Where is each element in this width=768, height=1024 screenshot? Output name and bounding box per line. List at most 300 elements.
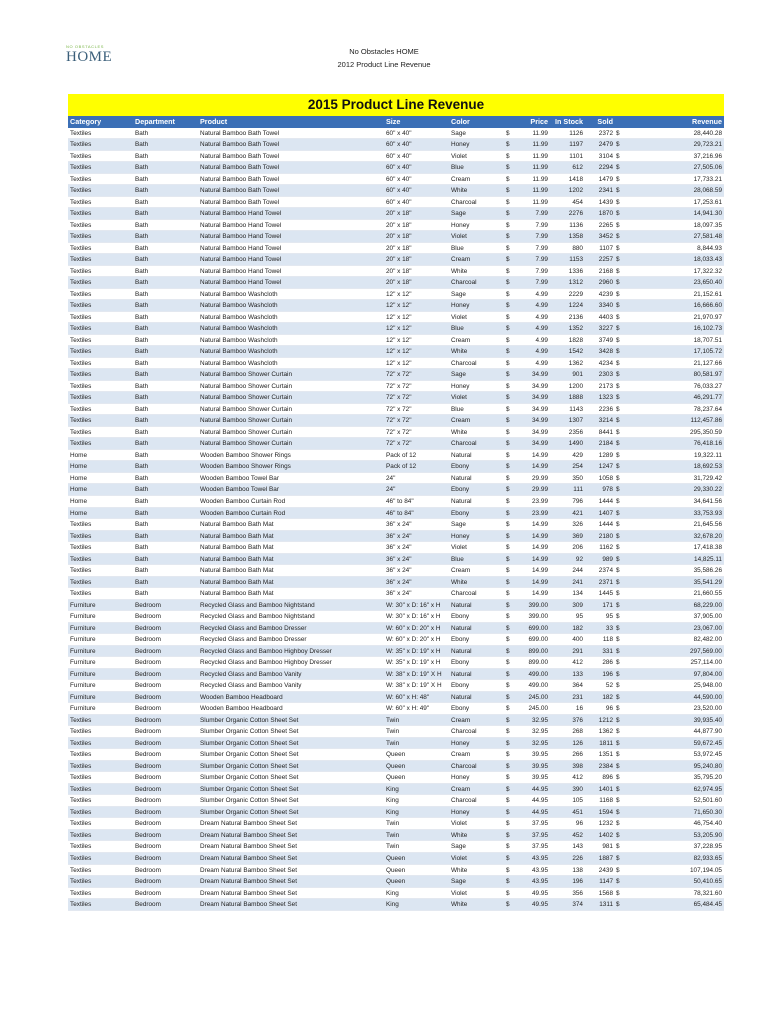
column-header-department[interactable]: Department [135,117,175,126]
cell-in-stock: 1352 [568,325,583,333]
cell-price: 44.95 [532,797,548,805]
cell-price: 23.99 [532,509,548,517]
cell-product: Natural Bamboo Washcloth [200,359,278,367]
cell-in-stock: 2276 [568,210,583,218]
cell-in-stock: 364 [572,682,583,690]
cell-price: 34.99 [532,371,548,379]
cell-revenue-currency: $ [616,578,620,586]
cell-price-currency: $ [506,394,510,402]
cell-in-stock: 1197 [569,141,583,149]
cell-color: Charcoal [451,797,477,805]
cell-revenue-currency: $ [616,693,620,701]
cell-in-stock: 326 [572,521,583,529]
cell-category: Textiles [70,152,92,160]
cell-sold: 286 [602,659,613,667]
table-row[interactable] [68,496,724,508]
cell-department: Bedroom [135,728,161,736]
cell-in-stock: 111 [573,486,583,494]
cell-revenue-currency: $ [616,532,620,540]
table-row[interactable] [68,174,724,186]
table-row[interactable] [68,404,724,416]
table-row[interactable] [68,289,724,301]
cell-price: 245.00 [528,693,548,701]
table-row[interactable] [68,323,724,335]
cell-revenue-currency: $ [616,521,620,529]
table-row[interactable] [68,300,724,312]
cell-in-stock: 901 [572,371,583,379]
cell-product: Natural Bamboo Shower Curtain [200,417,292,425]
cell-department: Bath [135,175,149,183]
cell-price: 14.99 [532,451,548,459]
page-header-company: No Obstacles HOME [349,47,419,56]
cell-category: Textiles [70,878,92,886]
cell-department: Bedroom [135,820,161,828]
table-row[interactable] [68,220,724,232]
cell-revenue-currency: $ [616,198,620,206]
cell-in-stock: 182 [572,624,583,632]
cell-department: Bath [135,267,149,275]
cell-product: Dream Natural Bamboo Sheet Set [200,843,297,851]
table-row[interactable] [68,565,724,577]
cell-price: 899.00 [528,647,548,655]
cell-product: Natural Bamboo Washcloth [200,348,278,356]
cell-revenue: 78,321.60 [693,889,722,897]
table-row[interactable] [68,461,724,473]
cell-price: 32.95 [532,716,548,724]
table-row[interactable] [68,703,724,715]
cell-price-currency: $ [506,739,510,747]
cell-category: Textiles [70,831,92,839]
cell-price: 7.99 [535,267,548,275]
column-header-spacer [506,116,514,128]
cell-department: Bedroom [135,866,161,874]
table-row[interactable] [68,185,724,197]
cell-department: Bath [135,474,149,482]
table-row[interactable] [68,139,724,151]
cell-department: Bath [135,198,149,206]
cell-price-currency: $ [506,636,510,644]
cell-color: Cream [451,716,471,724]
cell-revenue-currency: $ [616,175,620,183]
table-row[interactable] [68,508,724,520]
cell-sold: 3749 [598,336,613,344]
cell-category: Textiles [70,428,92,436]
cell-color: Honey [451,532,470,540]
table-row[interactable] [68,784,724,796]
cell-price: 11.99 [532,152,548,160]
cell-price-currency: $ [506,601,510,609]
cell-price-currency: $ [506,233,510,241]
table-row[interactable] [68,738,724,750]
cell-price-currency: $ [506,854,510,862]
cell-price: 699.00 [528,624,548,632]
cell-category: Textiles [70,820,92,828]
table-row[interactable] [68,899,724,911]
cell-revenue: 44,590.00 [693,693,722,701]
table-row[interactable] [68,657,724,669]
table-row[interactable] [68,588,724,600]
cell-department: Bedroom [135,785,161,793]
table-row[interactable] [68,266,724,278]
cell-price: 499.00 [528,682,548,690]
cell-color: Ebony [451,486,470,494]
table-row[interactable] [68,427,724,439]
cell-category: Textiles [70,440,92,448]
cell-size: Pack of 12 [386,463,417,471]
cell-color: Charcoal [451,279,477,287]
cell-color: Charcoal [451,359,477,367]
cell-color: White [451,866,468,874]
cell-revenue: 23,520.00 [693,705,722,713]
table-row[interactable] [68,346,724,358]
cell-product: Recycled Glass and Bamboo Nightstand [200,601,315,609]
cell-size: 60" x 40" [386,187,412,195]
table-row[interactable] [68,600,724,612]
column-header-price[interactable]: Price [530,117,548,126]
table-row[interactable] [68,888,724,900]
cell-department: Bedroom [135,636,161,644]
cell-category: Textiles [70,371,92,379]
cell-category: Home [70,486,88,494]
cell-category: Home [70,498,88,505]
cell-price: 34.99 [532,428,548,436]
cell-category: Textiles [70,405,92,413]
cell-category: Textiles [70,141,92,149]
cell-sold: 1311 [599,901,613,909]
cell-revenue-currency: $ [616,774,620,782]
cell-revenue: 257,114.00 [690,659,722,667]
cell-revenue-currency: $ [616,785,620,793]
cell-color: Cream [451,175,471,183]
table-row[interactable] [68,438,724,450]
cell-price: 14.99 [532,532,548,540]
cell-revenue: 23,650.40 [693,279,722,287]
table-row[interactable] [68,381,724,393]
cell-price-currency: $ [506,820,510,828]
cell-revenue-currency: $ [616,636,620,644]
cell-product: Wooden Bamboo Headboard [200,693,283,701]
cell-color: Natural [451,693,472,701]
cell-revenue-currency: $ [616,440,620,448]
table-row[interactable] [68,680,724,692]
cell-price-currency: $ [506,474,510,482]
table-row[interactable] [68,254,724,266]
cell-price-currency: $ [506,382,510,390]
table-row[interactable] [68,841,724,853]
table-row[interactable] [68,669,724,681]
table-row[interactable] [68,484,724,496]
cell-product: Natural Bamboo Bath Mat [200,521,274,529]
cell-color: Ebony [451,705,470,713]
cell-revenue-currency: $ [616,210,620,218]
cell-color: Natural [451,601,472,609]
cell-color: Sage [451,843,466,851]
column-header-size[interactable]: Size [386,117,401,126]
cell-revenue: 21,970.97 [693,313,722,321]
cell-color: Natural [451,670,472,678]
table-row[interactable] [68,243,724,255]
cell-sold: 2257 [598,256,613,264]
cell-sold: 3104 [598,152,613,160]
cell-in-stock: 95 [575,613,583,621]
cell-color: Honey [451,739,470,747]
cell-revenue-currency: $ [616,451,620,459]
cell-department: Bath [135,417,149,425]
table-row[interactable] [68,473,724,485]
column-header-color[interactable]: Color [451,117,470,126]
table-row[interactable] [68,865,724,877]
cell-product: Natural Bamboo Bath Mat [200,567,274,575]
cell-price: 39.95 [532,762,548,770]
cell-department: Bath [135,279,149,287]
cell-product: Natural Bamboo Bath Towel [200,198,280,206]
table-row[interactable] [68,358,724,370]
cell-price-currency: $ [506,256,510,264]
table-row[interactable] [68,151,724,163]
cell-color: Violet [451,820,467,828]
table-row[interactable] [68,726,724,738]
cell-revenue: 33,753.93 [693,509,722,517]
cell-category: Home [70,451,88,459]
cell-color: Cream [451,256,471,264]
table-row[interactable] [68,611,724,623]
cell-product: Recycled Glass and Bamboo Vanity [200,682,302,690]
table-row[interactable] [68,208,724,220]
cell-price: 4.99 [535,348,548,356]
cell-in-stock: 134 [572,590,583,598]
cell-price: 29.99 [532,474,548,482]
cell-price: 11.99 [532,129,548,137]
table-row[interactable] [68,634,724,646]
table-row[interactable] [68,623,724,635]
cell-sold: 3214 [598,417,613,425]
column-header-product[interactable]: Product [200,117,228,126]
table-row[interactable] [68,715,724,727]
cell-in-stock: 1828 [568,336,583,344]
table-row[interactable] [68,128,724,140]
table-row[interactable] [68,646,724,658]
cell-product: Wooden Bamboo Towel Bar [200,486,279,494]
cell-revenue: 53,205.90 [693,831,722,839]
cell-category: Textiles [70,866,92,874]
cell-price: 49.95 [532,889,548,897]
cell-department: Bedroom [135,831,161,839]
cell-revenue-currency: $ [616,256,620,264]
column-header-revenue[interactable]: Revenue [692,117,722,126]
cell-size: W: 60" x H: 49" [386,705,430,713]
cell-price: 49.95 [532,901,548,909]
cell-product: Dream Natural Bamboo Sheet Set [200,901,297,909]
cell-category: Textiles [70,336,92,344]
table-row[interactable] [68,807,724,819]
table-row[interactable] [68,519,724,531]
cell-revenue-currency: $ [616,359,620,367]
table-row[interactable] [68,197,724,209]
cell-revenue-currency: $ [616,624,620,632]
cell-price-currency: $ [506,613,510,621]
table-row[interactable] [68,749,724,761]
cell-size: 72" x 72" [386,382,412,390]
cell-category: Textiles [70,325,92,333]
cell-sold: 4234 [598,359,613,367]
table-row[interactable] [68,542,724,554]
cell-sold: 1445 [598,590,613,598]
cell-revenue-currency: $ [616,428,620,436]
cell-color: Sage [451,129,466,137]
cell-sold: 1058 [598,474,613,482]
cell-sold: 2374 [598,567,613,575]
cell-product: Dream Natural Bamboo Sheet Set [200,854,297,862]
cell-revenue: 59,672.45 [693,739,722,747]
cell-size: 20" x 18" [386,233,412,241]
cell-price-currency: $ [506,716,510,724]
cell-category: Textiles [70,198,92,206]
cell-revenue: 76,033.27 [693,382,722,390]
cell-sold: 1811 [599,739,613,747]
cell-category: Textiles [70,762,92,770]
table-row[interactable] [68,853,724,865]
cell-price: 44.95 [532,785,548,793]
cell-category: Furniture [70,647,96,655]
column-header-category[interactable]: Category [70,117,102,126]
revenue-table [68,94,724,911]
cell-department: Bath [135,382,149,390]
table-row[interactable] [68,415,724,427]
cell-revenue: 21,660.55 [693,590,722,598]
cell-product: Slumber Organic Cotton Sheet Set [200,728,299,736]
table-row[interactable] [68,369,724,381]
column-header-in-stock[interactable]: In Stock [555,117,583,126]
cell-sold: 3340 [598,302,613,310]
table-row[interactable] [68,335,724,347]
cell-price-currency: $ [506,486,510,494]
cell-sold: 896 [602,774,613,782]
table-row[interactable] [68,554,724,566]
cell-sold: 1168 [599,797,613,805]
table-row[interactable] [68,830,724,842]
cell-revenue: 44,877.90 [693,728,722,736]
cell-in-stock: 1307 [568,417,583,425]
cell-size: Twin [386,739,400,747]
cell-price-currency: $ [506,901,510,909]
cell-revenue: 17,322.32 [693,267,722,275]
cell-price: 11.99 [532,164,548,172]
cell-department: Bath [135,290,149,298]
table-row[interactable] [68,761,724,773]
cell-revenue-currency: $ [616,808,620,816]
cell-product: Natural Bamboo Bath Towel [200,129,280,137]
cell-revenue-currency: $ [616,290,620,298]
table-row[interactable] [68,692,724,704]
cell-price-currency: $ [506,843,510,851]
cell-size: Queen [386,751,406,759]
cell-product: Natural Bamboo Bath Towel [200,187,280,195]
cell-color: Cream [451,785,471,793]
table-row[interactable] [68,772,724,784]
cell-size: 36" x 24" [386,578,412,586]
cell-category: Textiles [70,728,92,736]
cell-price: 14.99 [532,463,548,471]
table-row[interactable] [68,312,724,324]
cell-color: Ebony [451,613,470,621]
cell-price-currency: $ [506,141,510,149]
cell-price: 44.95 [532,808,548,816]
table-row[interactable] [68,450,724,462]
cell-revenue-currency: $ [616,843,620,851]
cell-revenue-currency: $ [616,221,620,229]
cell-price-currency: $ [506,279,510,287]
cell-color: White [451,901,468,909]
cell-revenue: 78,237.64 [693,405,722,413]
table-row[interactable] [68,231,724,243]
cell-revenue-currency: $ [616,486,620,494]
cell-product: Slumber Organic Cotton Sheet Set [200,739,299,747]
table-row[interactable] [68,392,724,404]
table-row[interactable] [68,795,724,807]
cell-revenue: 31,729.42 [693,474,722,482]
cell-price: 4.99 [535,313,548,321]
cell-category: Textiles [70,187,92,195]
cell-price-currency: $ [506,244,510,252]
cell-product: Natural Bamboo Shower Curtain [200,382,292,390]
cell-product: Wooden Bamboo Curtain Rod [200,509,286,517]
cell-sold: 2960 [598,279,613,287]
cell-revenue-currency: $ [616,705,620,713]
cell-department: Bath [135,486,149,494]
cell-department: Bath [135,210,149,218]
cell-category: Textiles [70,785,92,793]
cell-size: W: 35" x D: 19" x H [386,647,441,655]
cell-product: Wooden Bamboo Curtain Rod [200,498,286,505]
cell-revenue: 46,754.40 [693,820,722,828]
cell-sold: 4403 [598,313,613,321]
cell-sold: 989 [602,555,613,563]
cell-color: Sage [451,521,466,529]
cell-department: Bath [135,590,149,598]
cell-price-currency: $ [506,129,510,137]
cell-size: 24" [386,486,396,494]
table-row[interactable] [68,818,724,830]
cell-size: 46" to 84" [386,498,414,505]
table-row[interactable] [68,162,724,174]
cell-size: W: 30" x D: 16" x H [386,613,441,621]
cell-in-stock: 2229 [568,290,583,298]
cell-category: Textiles [70,244,92,252]
cell-in-stock: 400 [572,636,583,644]
cell-color: Cream [451,751,471,759]
cell-size: Pack of 12 [386,451,417,459]
cell-in-stock: 96 [575,820,583,828]
cell-in-stock: 376 [572,716,583,724]
cell-revenue: 65,484.45 [693,901,722,909]
cell-sold: 1362 [598,728,613,736]
cell-revenue: 112,457.86 [690,417,722,425]
cell-department: Bath [135,509,149,517]
table-row[interactable] [68,577,724,589]
table-row[interactable] [68,876,724,888]
cell-size: Queen [386,774,406,782]
table-row[interactable] [68,531,724,543]
cell-price-currency: $ [506,555,510,563]
cell-size: W: 38" x D: 19" X H [386,670,442,678]
cell-color: Honey [451,302,470,310]
cell-price: 11.99 [532,175,548,183]
cell-sold: 8441 [598,428,613,436]
table-row[interactable] [68,277,724,289]
cell-size: King [386,785,399,793]
cell-department: Bedroom [135,878,161,886]
column-header-sold[interactable]: Sold [597,117,613,126]
